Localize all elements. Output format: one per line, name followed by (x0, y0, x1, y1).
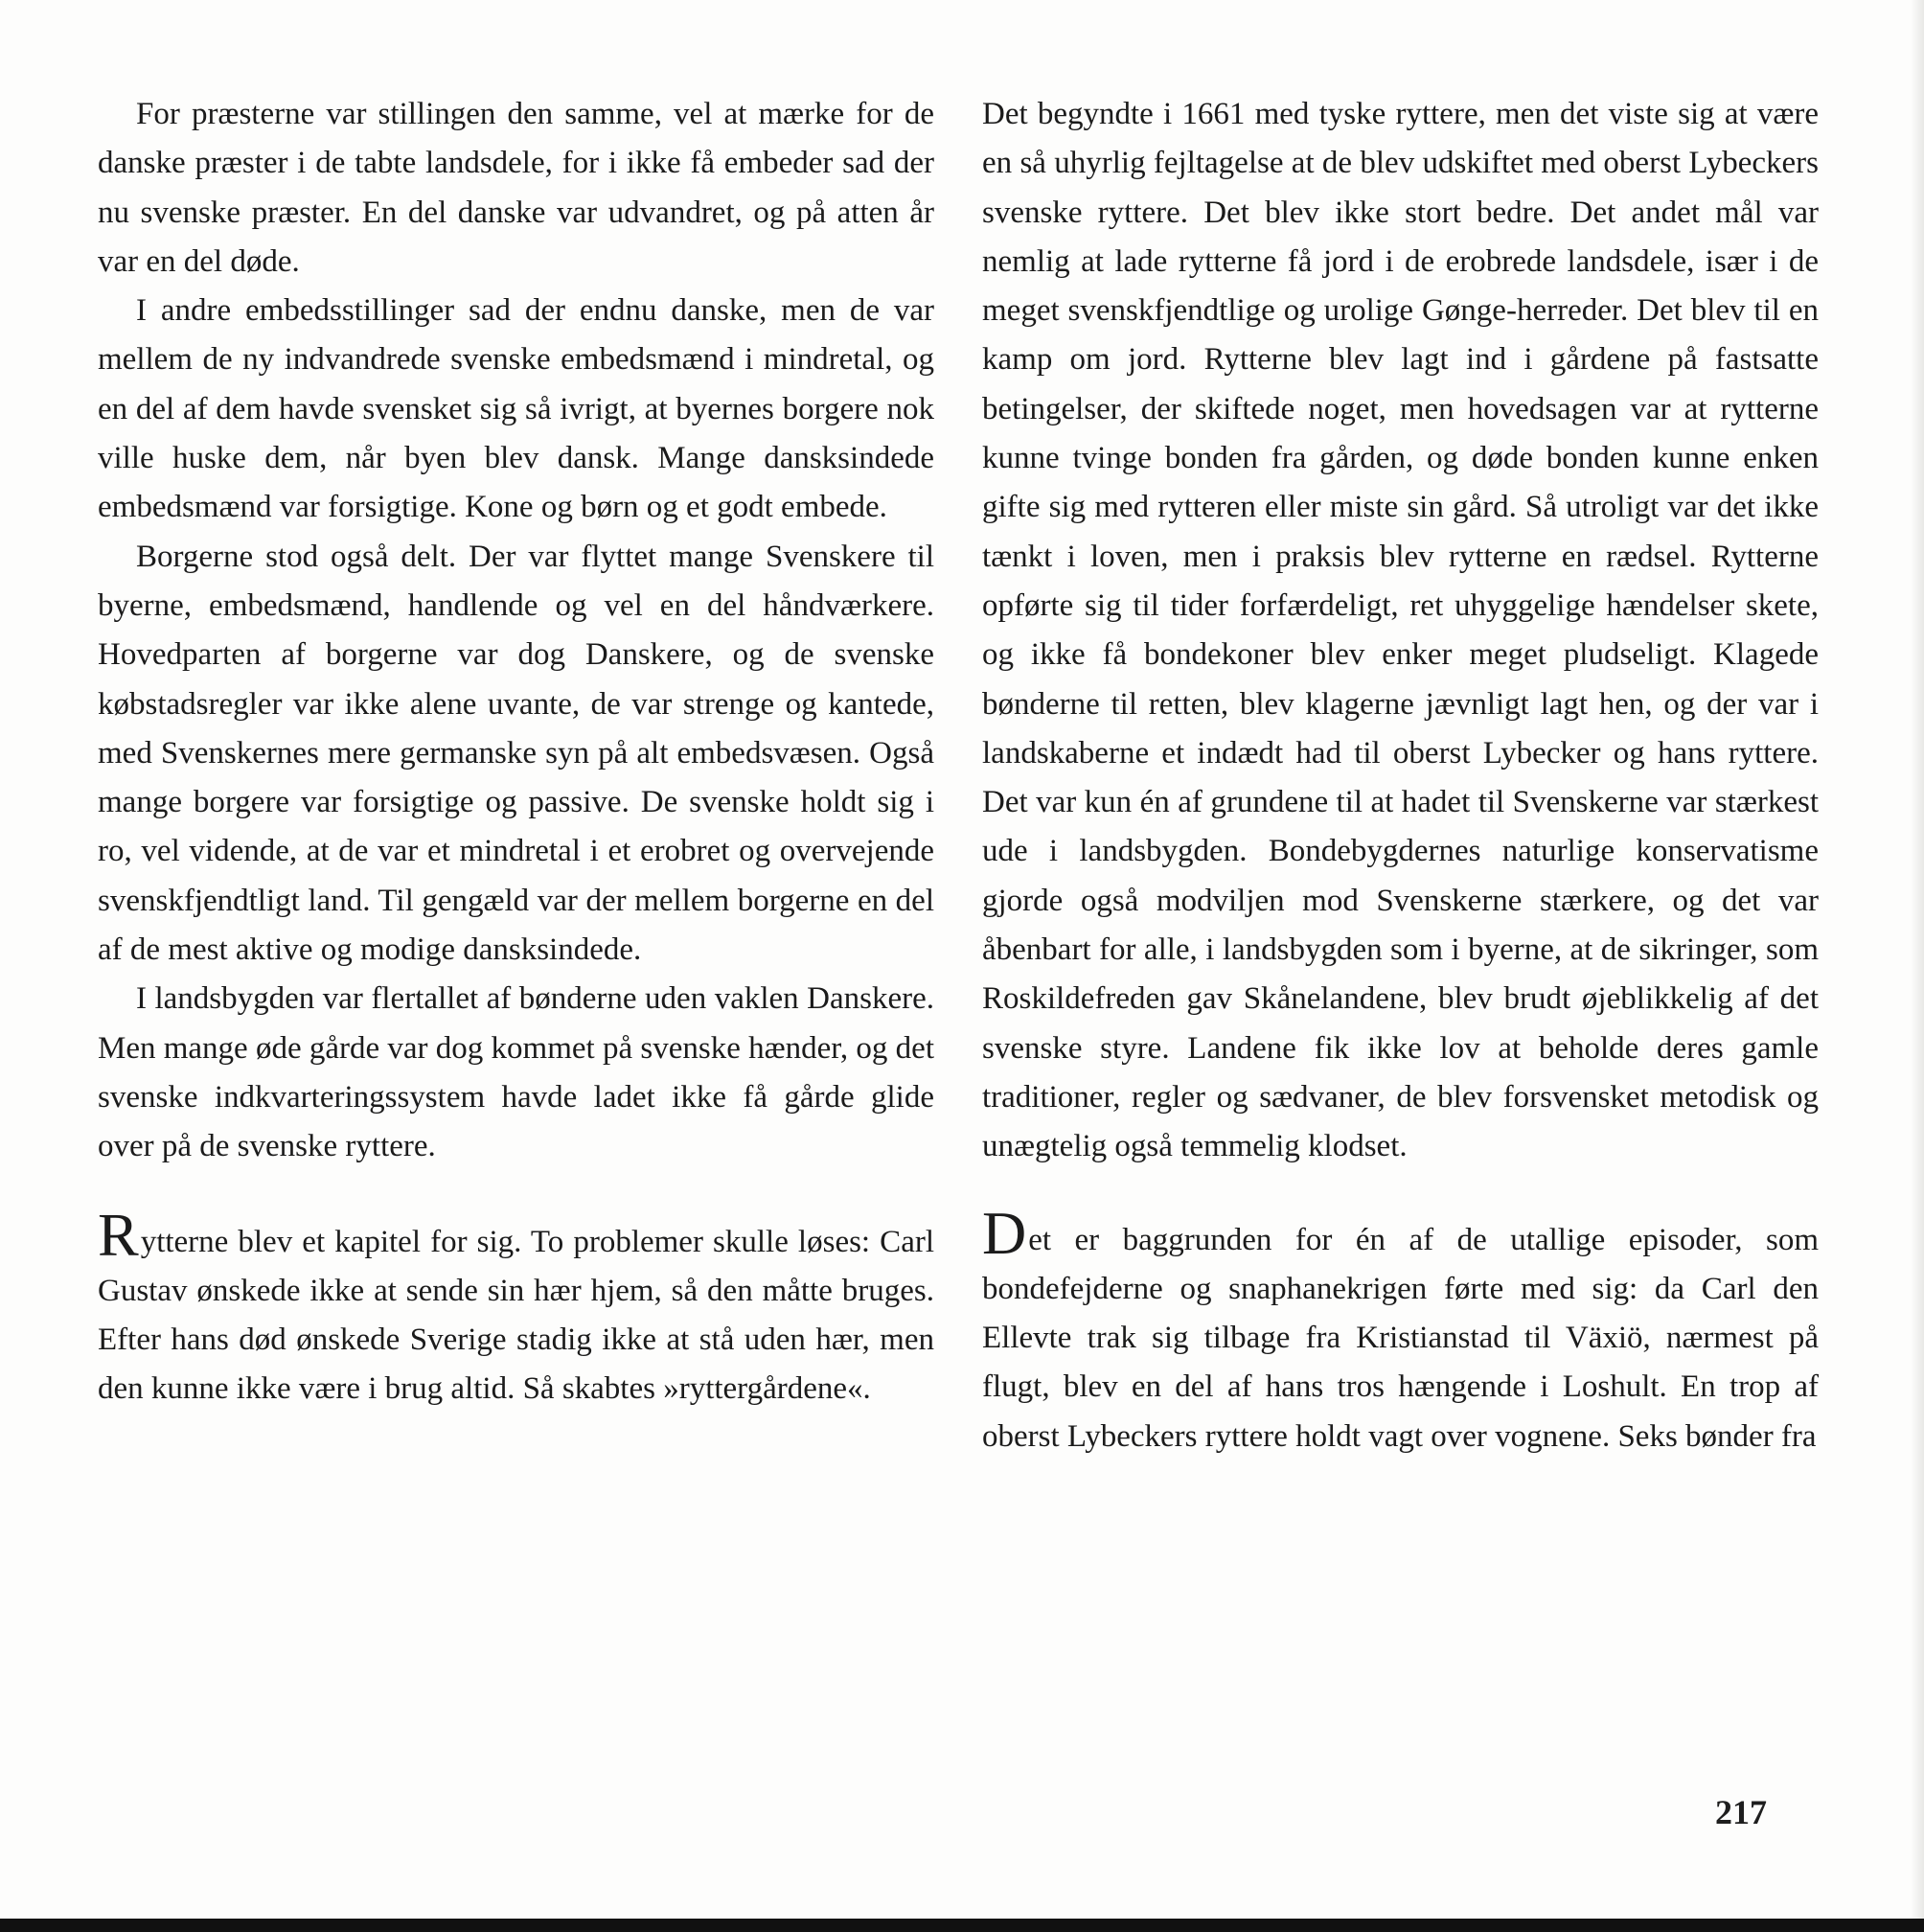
paragraph: For præsterne var stillingen den samme, vel at mærke for de danske præster i de tabte landsdele, for i ikke få embeder sad der nu svenske præster. En del danske var udvandret, og på atten år var en del døde. (98, 97, 934, 279)
scan-bottom-edge (0, 1919, 1924, 1932)
paragraph: I landsbygden var flertallet af bønderne uden vaklen Danskere. Men mange øde gårde var dog kommet på svenske hænder, og det svenske indkvarteringssystem havde ladet ikke få gårde glide over på de svenske ryttere. (98, 981, 934, 1164)
drop-cap: D (982, 1198, 1027, 1267)
drop-cap: R (98, 1200, 139, 1269)
paragraph: Det begyndte i 1661 med tyske ryttere, men det viste sig at være en så uhyrlig fejltagelse at de blev udskiftet med oberst Lybeckers svenske ryttere. Det blev ikke stort bedre. Det andet mål var nemlig at lade rytterne få jord i de erobrede landsdele, især i de meget svenskfjendtlige og urolige Gønge-herreder. Det blev til en kamp om jord. Rytterne blev lagt ind i gårdene på fastsatte betingelser, der skiftede noget, men hovedsagen var at rytterne kunne tvinge bonden fra gården, og døde bonden kunne enken gifte sig med rytteren eller miste sin gård. Så utroligt var det ikke tænkt i loven, men i praksis blev rytterne en rædsel. Rytterne opførte sig til tider forfærdeligt, ret uhyggelige hændelser skete, og ikke få bondekoner blev enker meget pludseligt. Klagede bønderne til retten, blev klagerne jævnligt lagt hen, og der var i landskaberne et indædt had til oberst Lybecker og hans ryttere. Det var kun én af grundene til at hadet til Svenskerne var stærkest ude i landsbygden. Bondebygdernes naturlige konservatisme gjorde også modviljen mod Svenskerne stærkere, og det var åbenbart for alle, i landsbygden som i byerne, at de sikringer, som Roskildefreden gav Skånelandene, blev brudt øjeblikkelig af det svenske styre. Landene fik ikke lov at beholde deres gamle traditioner, regler og sædvaner, de blev forsvensket metodisk og unægtelig også temmelig klodset. (982, 97, 1819, 1164)
page-number: 217 (1715, 1793, 1767, 1831)
section-opening-text: et er baggrunden for én af de utallige episoder, som bondefejderne og snaphanekrigen førte med sig: da Carl den Ellevte trak sig tilbage fra Kristianstad til Växiö, nærmest på flugt, blev en del af hans tros hængende i Loshult. En trop af oberst Lybeckers ryttere holdt vagt over vognene. Seks bønder fra (982, 1222, 1819, 1454)
section-opening-text: ytterne blev et kapitel for sig. To problemer skulle løses: Carl Gustav ønskede ikke at sende sin hær hjem, så den måtte bruges. Efter hans død ønskede Sverige stadig ikke at stå uden hær, men den kunne ikke være i brug altid. Så skabtes »ryttergårdene«. (98, 1224, 934, 1407)
right-column (982, 90, 1819, 1461)
section-opening-paragraph (98, 1200, 934, 1414)
section-break (982, 1172, 1819, 1214)
paragraph: Borgerne stod også delt. Der var flyttet mange Svenskere til byerne, embedsmænd, handlende og vel en del håndværkere. Hovedparten af borgerne var dog Danskere, og de svenske købstadsregler var ikke alene uvante, de var strenge og kantede, med Svenskernes mere germanske syn på alt embedsvæsen. Også mange borgere var forsigtige og passive. De svenske holdt sig i ro, vel vidende, at de var et mindretal i et erobret og overvejende svenskfjendtligt land. Til gengæld var der mellem borgerne en del af de mest aktive og modige dansksindede. (98, 539, 934, 968)
paragraph: I andre embedsstillinger sad der endnu danske, men de var mellem de ny indvandrede svenske embedsmænd i mindretal, og en del af dem havde svensket sig så ivrigt, at byernes borgere nok ville huske dem, når byen blev dansk. Mange dansksindede embedsmænd var forsigtige. Kone og børn og et godt embede. (98, 293, 934, 525)
left-column (98, 90, 934, 1414)
section-opening-paragraph (982, 1198, 1819, 1461)
page-edge-shadow (1911, 0, 1924, 1932)
section-break (98, 1172, 934, 1216)
